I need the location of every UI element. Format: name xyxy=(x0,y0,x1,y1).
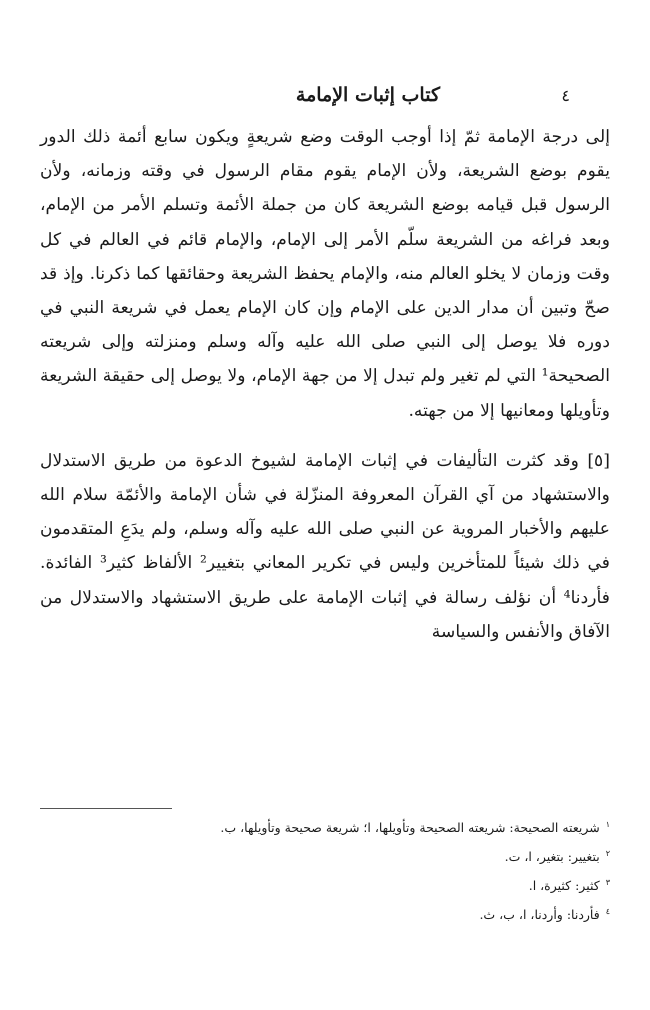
footnote-divider xyxy=(40,808,172,809)
footnote-text: شريعته الصحيحة: شريعته الصحيحة وتأويلها، ا؛ شريعة صحيحة وتأويلها، ب. xyxy=(220,820,600,836)
footnote-number: ٢ xyxy=(605,849,610,859)
footnote-3 xyxy=(90,870,610,899)
footnote-4 xyxy=(90,899,610,928)
book-title: كتاب إثبات الإمامة xyxy=(295,84,440,106)
footnote-text: بتغيير: بتغير، ا، ت. xyxy=(504,849,600,865)
footnote-number: ١ xyxy=(605,820,610,829)
footnote-text: كثير: كثيرة، ا. xyxy=(528,878,600,894)
page-number: ٤ xyxy=(561,86,570,105)
footnotes xyxy=(90,812,610,929)
footnote-number: ٣ xyxy=(605,878,610,888)
footnote-number: ٤ xyxy=(605,907,610,917)
footnote-text: فأردنا: وأردنا، ا، ب، ث. xyxy=(479,907,600,923)
footnote-1 xyxy=(90,812,610,841)
paragraph-2: [٥] وقد كثرت التأليفات في إثبات الإمامة لشيوخ الدعوة من طريق الاستدلال والاستشهاد من آي القرآن المعروفة المنزّلة في شأن الإمامة والأئمّة سلام الله عليهم والأخبار المروية عن النبي صلى الله عليه وآله وسلم، ولم يدَعِ المتقدمون في ذلك شيئاً للمتأخرين وليس في تكرير المعاني بتغيير² الألفاظ كثير³ الفائدة. فأردنا⁴ أن نؤلف رسالة في إثبات الإمامة على طريق الاستشهاد والاستدلال من الآفاق والأنفس والسياسة xyxy=(40,450,610,642)
footnote-2 xyxy=(90,841,610,870)
paragraph-1: إلى درجة الإمامة ثمّ إذا أوجب الوقت وضع شريعةٍ ويكون سابع أئمة ذلك الدور يقوم بوضع الشريعة، ولأن الإمام يقوم مقام الرسول في وقته وزمانه، ولأن الرسول قبل قيامه بوضع الشريعة كان من جملة الأئمة وتسلم الأمر من الإمام، وبعد فراغه من الشريعة سلّم الأمر إلى الإمام، والإمام قائم في العالم في كل وقت وزمان لا يخلو العالم منه، والإمام يحفظ الشريعة وحقائقها كما ذكرنا. وإذ قد صحّ وتبين أن مدار الدين على الإمام وإن كان الإمام يعمل في شريعة النبي في دوره فلا يوصل إلى النبي صلى الله عليه وآله وسلم ومنزلته وإلى شريعته الصحيحة¹ التي لم تغير ولم تبدل إلا من جهة الإمام، ولا يوصل إلى حقيقة الشريعة وتأويلها ومعانيها إلا من جهته. xyxy=(40,127,610,421)
page-body xyxy=(40,80,610,649)
page-header xyxy=(40,80,610,120)
